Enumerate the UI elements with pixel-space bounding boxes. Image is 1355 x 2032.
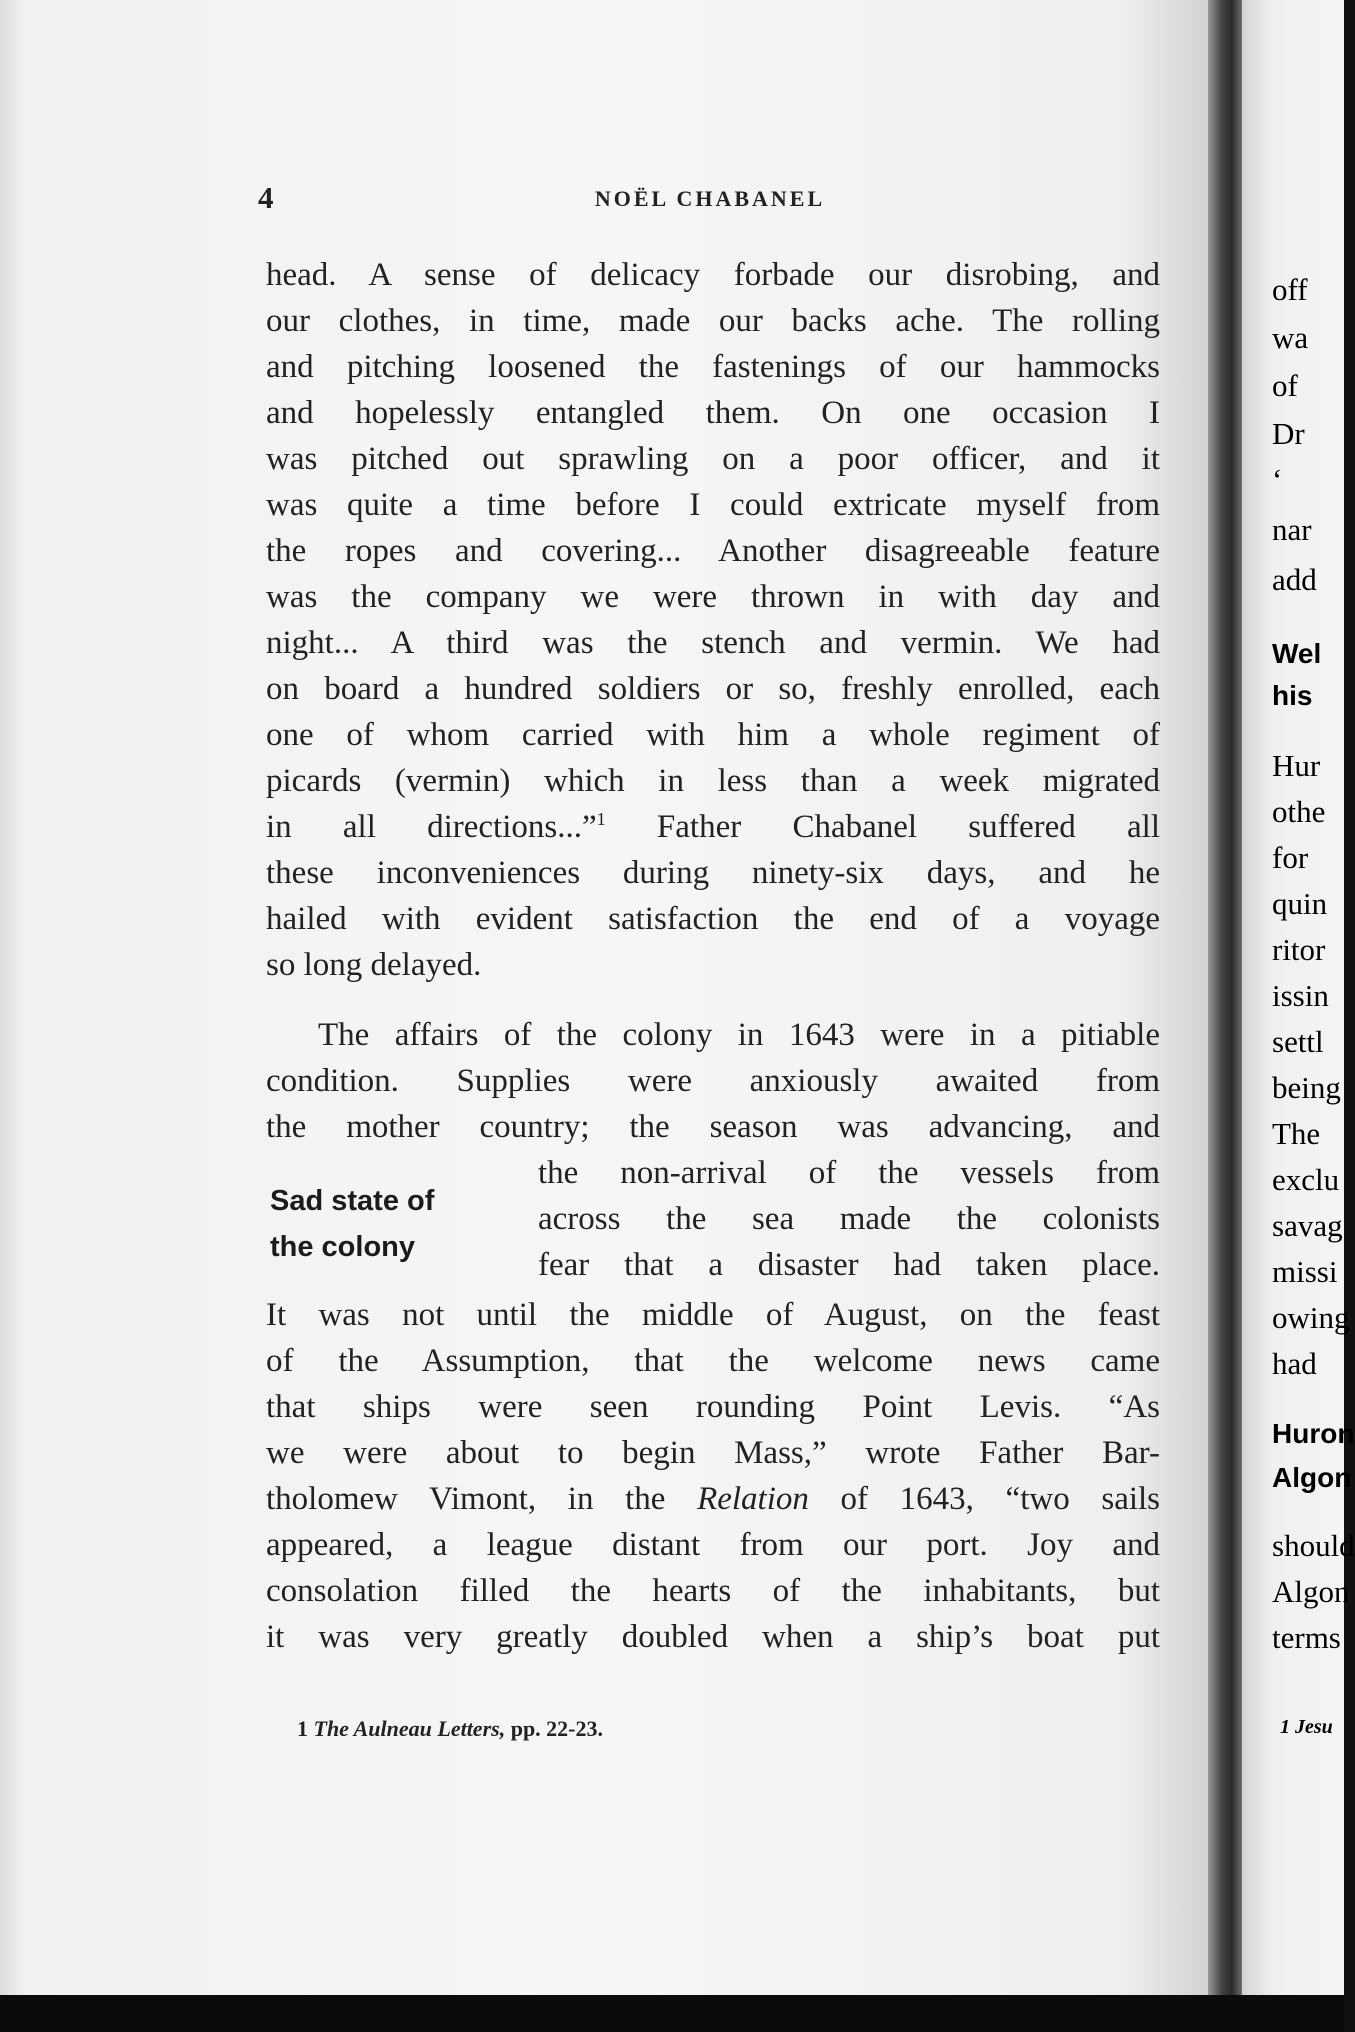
text-line: consolation filled the hearts of the inhabitants, but: [266, 1573, 1160, 1609]
right-text-fragment: terms: [1272, 1620, 1341, 1655]
text-line: across the sea made the colonists: [538, 1201, 1160, 1237]
right-side-heading: his: [1272, 680, 1313, 711]
text-line: head. A sense of delicacy forbade our disrobing, and: [266, 257, 1160, 293]
text-line: It was not until the middle of August, on the feast: [266, 1297, 1160, 1333]
right-text-fragment: Hur: [1272, 748, 1321, 783]
text-line: it was very greatly doubled when a ship’s boat put: [266, 1619, 1160, 1655]
text-line: and pitching loosened the fastenings of our hammocks: [266, 349, 1160, 385]
text-line: hailed with evident satisfaction the end of a voyage: [266, 901, 1160, 937]
text-line: The affairs of the colony in 1643 were in a pitiable: [318, 1017, 1160, 1053]
text-line: that ships were seen rounding Point Levis. “As: [266, 1389, 1160, 1425]
text-line: of the Assumption, that the welcome news came: [266, 1343, 1160, 1379]
right-text-fragment: of: [1272, 368, 1298, 403]
right-text-fragment: nar: [1272, 512, 1312, 547]
right-footnote-fragment: 1 Jesu: [1280, 1716, 1333, 1738]
right-text-fragment: settl: [1272, 1024, 1324, 1059]
right-text-fragment: off: [1272, 272, 1308, 307]
text-fragment: Father Chabanel suffered all: [656, 809, 1160, 845]
right-text-fragment: ritor: [1272, 932, 1326, 967]
text-fragment: tholomew Vimont, in the: [266, 1481, 666, 1517]
margin-note-line: Sad state of: [270, 1185, 435, 1217]
text-line: so long delayed.: [266, 947, 482, 983]
text-line: picards (vermin) which in less than a week migrated: [266, 763, 1160, 799]
right-text-fragment: Algon: [1272, 1574, 1350, 1609]
text-line: these inconveniences during ninety-six days, and he: [266, 855, 1160, 891]
footnote-title: The Aulneau Letters,: [313, 1716, 506, 1741]
right-text-fragment: The: [1272, 1116, 1321, 1151]
italic-title: Relation: [697, 1481, 809, 1517]
right-side-heading: Huron: [1272, 1418, 1355, 1449]
text-fragment: in all directions...”: [266, 809, 597, 845]
right-text-fragment: wa: [1272, 320, 1309, 355]
right-text-fragment: owing: [1272, 1300, 1350, 1335]
right-text-fragment: should: [1272, 1528, 1355, 1563]
page-number: 4: [258, 180, 274, 215]
right-side-heading: Wel: [1272, 638, 1322, 669]
text-line: was the company we were thrown in with day and: [266, 579, 1160, 615]
right-text-fragment: for: [1272, 840, 1309, 875]
right-text-fragment: being: [1272, 1070, 1341, 1105]
text-line: the mother country; the season was advancing, and: [266, 1109, 1160, 1145]
text-line: the non-arrival of the vessels from: [538, 1155, 1160, 1191]
margin-note: [270, 1178, 510, 1270]
text-line: [266, 804, 1160, 850]
text-line: appeared, a league distant from our port. Joy and: [266, 1527, 1160, 1563]
right-text-fragment: othe: [1272, 794, 1326, 829]
running-head-title: NOËL CHABANEL: [594, 186, 826, 211]
running-head: [258, 180, 1162, 220]
footnote-number: 1: [297, 1716, 308, 1741]
text-line: [266, 1476, 1160, 1522]
scan-bottom-edge: [0, 1995, 1344, 2032]
text-fragment: of 1643, “two sails: [840, 1481, 1161, 1517]
text-line: fear that a disaster had taken place.: [538, 1247, 1160, 1283]
footnote: [297, 1716, 603, 1742]
right-text-fragment: quin: [1272, 886, 1328, 921]
right-text-fragment: missi: [1272, 1254, 1338, 1289]
text-line: the ropes and covering... Another disagreeable feature: [266, 533, 1160, 569]
right-text-fragment: ‘: [1272, 462, 1283, 497]
right-text-fragment: had: [1272, 1346, 1317, 1381]
book-gutter: [1208, 0, 1242, 1995]
right-text-fragment: savag: [1272, 1208, 1343, 1243]
text-line: one of whom carried with him a whole regiment of: [266, 717, 1160, 753]
right-text-fragment: Dr: [1272, 416, 1305, 451]
footnote-pages: pp. 22-23.: [510, 1716, 603, 1741]
text-line: night... A third was the stench and vermin. We had: [266, 625, 1160, 661]
margin-note-line: the colony: [270, 1231, 416, 1263]
text-line: was pitched out sprawling on a poor officer, and it: [266, 441, 1160, 477]
text-line: was quite a time before I could extricate myself from: [266, 487, 1160, 523]
text-line: we were about to begin Mass,” wrote Father Bar-: [266, 1435, 1160, 1471]
text-line: on board a hundred soldiers or so, freshly enrolled, each: [266, 671, 1160, 707]
right-text-fragment: exclu: [1272, 1162, 1340, 1197]
right-text-fragment: add: [1272, 562, 1317, 597]
right-text-fragment: issin: [1272, 978, 1329, 1013]
footnote-reference: 1: [596, 809, 606, 829]
right-side-heading: Algon: [1272, 1462, 1352, 1493]
text-line: and hopelessly entangled them. On one occasion I: [266, 395, 1160, 431]
text-line: our clothes, in time, made our backs ache. The rolling: [266, 303, 1160, 339]
text-line: condition. Supplies were anxiously awaited from: [266, 1063, 1160, 1099]
